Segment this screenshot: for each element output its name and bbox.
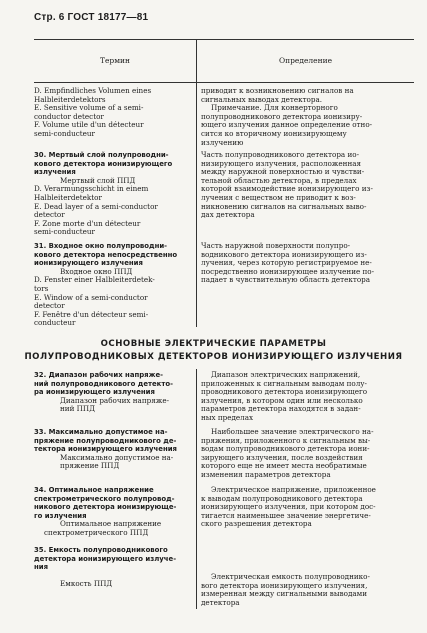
term-line: E. Window of a semi-conductor <box>34 292 148 302</box>
definition-line: лучения, через которую регистрируемое не- <box>201 258 372 268</box>
term-title-line: го излучения <box>34 511 87 520</box>
term-title-line: 34. Оптимальное напряжение <box>34 486 154 494</box>
term-short-line: Мертвый слой ППД <box>60 175 136 185</box>
page-header <box>34 14 414 28</box>
definition-line: излучению <box>201 137 244 147</box>
column-divider <box>196 369 197 609</box>
page-label: Стр. 6 ГОСТ 18177—81 <box>34 12 149 23</box>
term-title-line: кового детектора ионизирующего <box>34 159 173 168</box>
term-cell <box>34 151 194 237</box>
definition-line: приложенных к сигнальным выводам полу- <box>201 378 367 388</box>
term-title-line: ний полупроводникового детекто- <box>34 379 173 388</box>
term-column-header: Термин <box>99 56 131 65</box>
definition-line: проводникового детектора ионизирующего <box>201 387 368 397</box>
definition-line: сится ко вторичному ионизирующему <box>201 128 347 138</box>
term-line: detector <box>34 210 65 220</box>
term-line: E. Dead layer of a semi-conductor <box>34 201 158 211</box>
term-line: D. Empfindliches Volumen eines <box>34 86 152 95</box>
definition-line: лучения с веществом не приводит к воз- <box>201 192 356 202</box>
term-line: F. Zone morte d'un détecteur <box>34 218 141 228</box>
definition-line: Электрическое напряжение, приложенное <box>211 485 376 494</box>
definition-line: водам полупроводникового детектора иони- <box>201 444 370 454</box>
term-short-line: Емкость ППД <box>60 578 113 588</box>
term-line: E. Sensitive volume of a semi- <box>34 103 144 113</box>
term-short-line: пряжение ППД <box>60 461 120 471</box>
term-line: conductor detector <box>34 111 104 121</box>
definition-cell <box>201 242 413 285</box>
term-short-line: ний ППД <box>60 404 96 414</box>
term-title-line: детектора ионизирующего излуче- <box>34 554 177 563</box>
term-short-line: Максимально допустимое на- <box>60 452 174 462</box>
term-line: tors <box>34 283 49 293</box>
term-line: F. Volume utile d'un détecteur <box>34 120 144 130</box>
term-title-line: пряжение полупроводникового де- <box>34 436 177 445</box>
note-line: Примечание. Для конверторного <box>211 103 338 113</box>
definition-line: между наружной поверхностью и чувстви- <box>201 167 365 177</box>
term-title-line: 31. Входное окно полупроводни- <box>34 242 168 250</box>
term-title-line: тектора ионизирующего излучения <box>34 445 177 454</box>
term-short-line: Входное окно ППД <box>60 266 133 276</box>
definition-cell <box>201 573 413 607</box>
term-title-line: спектрометрического полупровод- <box>34 494 175 503</box>
term-cell <box>34 371 194 414</box>
definition-line: Диапазон электрических напряжений, <box>211 370 361 379</box>
definition-line: ионизирующего излучения, при котором дос- <box>201 502 376 512</box>
term-title-line: ра ионизирующего излучения <box>34 388 155 397</box>
definition-line: измеренная между сигнальными выводами <box>201 589 368 599</box>
definition-line: водникового детектора ионизирующего из- <box>201 249 367 259</box>
term-cell <box>34 486 194 538</box>
term-cell <box>34 428 194 471</box>
term-title-line: излучения <box>34 168 76 177</box>
definition-cell <box>201 371 413 423</box>
definition-line: сигнальных выводах детектора. <box>201 94 323 104</box>
definition-line: тельной областью детектора, в пределах <box>201 175 357 185</box>
term-title-line: никового детектора ионизирующе- <box>34 503 177 512</box>
definition-cell <box>201 428 413 480</box>
definition-line: Часть наружной поверхности полупро- <box>201 241 351 250</box>
term-line: conducteur <box>34 318 76 328</box>
definition-line: полупроводникового детектора ионизиру- <box>201 111 363 121</box>
term-short-line: спектрометрического ППД <box>44 527 149 537</box>
definition-line: которого еще не имеет места необратимые <box>201 461 367 471</box>
definition-line: Часть полупроводникового детектора ио- <box>201 150 360 159</box>
term-line: Halbleiterdetektors <box>34 94 106 104</box>
definition-line: никновению сигналов на сигнальных выво- <box>201 201 367 211</box>
definition-line: зирующего излучения, после воздействия <box>201 452 363 462</box>
term-cell <box>34 242 194 328</box>
definition-line: низирующего излучения, расположенная <box>201 158 362 168</box>
term-title-line: кового детектора непосредственно <box>34 250 178 259</box>
definition-line: излучения, в котором один или несколько <box>201 395 363 405</box>
definition-line: посредственно ионизирующее излучение по- <box>201 266 375 276</box>
term-line: semi-conducteur <box>34 128 95 138</box>
term-title-line: 35. Емкость полупроводникового <box>34 546 168 554</box>
definition-line: ных пределах <box>201 412 254 422</box>
column-divider <box>196 83 197 327</box>
definition-line: падает в чувствительную область детектора <box>201 275 371 285</box>
definition-cell <box>201 486 413 529</box>
definition-line: Электрическая емкость полупроводнико- <box>211 572 370 581</box>
term-title-line: 33. Максимально допустимое на- <box>34 428 168 436</box>
definition-line: изменения параметров детектора <box>201 469 331 479</box>
term-cell <box>34 87 194 139</box>
definition-line: к выводам полупроводникового детектора <box>201 493 363 503</box>
section-title: ПОЛУПРОВОДНИКОВЫХ ДЕТЕКТОРОВ ИОНИЗИРУЮЩЕГО ИЗЛУЧЕНИЯ <box>24 352 403 362</box>
term-line: D. Verarmungsschicht in einem <box>34 184 149 194</box>
term-cell <box>34 546 194 588</box>
term-line: detector <box>34 301 65 311</box>
definition-line: приводит к возникновению сигналов на <box>201 86 354 95</box>
term-title-line: 32. Диапазон рабочих напряже- <box>34 371 163 379</box>
definition-line: параметров детектора находятся в задан- <box>201 404 361 414</box>
term-line: D. Fenster einer Halbleiterdetek- <box>34 275 155 285</box>
term-title-line: 30. Мертвый слой полупроводни- <box>34 151 169 159</box>
definition-cell <box>201 151 413 220</box>
term-title-line: ионизирующего излучения <box>34 259 143 268</box>
term-line: semi-conducteur <box>34 227 95 237</box>
definition-line: дах детектора <box>201 210 255 220</box>
section-title: ОСНОВНЫЕ ЭЛЕКТРИЧЕСКИЕ ПАРАМЕТРЫ <box>100 339 327 349</box>
definition-line: ского разрешения детектора <box>201 519 312 529</box>
term-short-line: Диапазон рабочих напряже- <box>60 395 170 405</box>
term-short-line: Оптимальное напряжение <box>60 519 162 529</box>
definition-line: ющего излучения данное определение отно- <box>201 120 373 130</box>
definition-column-header: Определение <box>278 56 333 65</box>
term-title-line: ния <box>34 563 49 572</box>
definition-cell <box>201 87 413 147</box>
definition-line: Наибольшее значение электрического на- <box>211 427 374 436</box>
table-header <box>34 39 414 83</box>
term-line: F. Fenêtre d'un détecteur semi- <box>34 309 149 319</box>
definition-line: детектора <box>201 597 240 607</box>
definition-line: тигается наименьшее значение энергетиче- <box>201 510 371 520</box>
definition-line: которой взаимодействие ионизирующего из- <box>201 184 373 194</box>
term-line: Halbleiterdetektor <box>34 192 102 202</box>
definition-line: вого детектора ионизирующего излучения, <box>201 580 368 590</box>
definition-line: пряжения, приложенного к сигнальным вы- <box>201 435 371 445</box>
